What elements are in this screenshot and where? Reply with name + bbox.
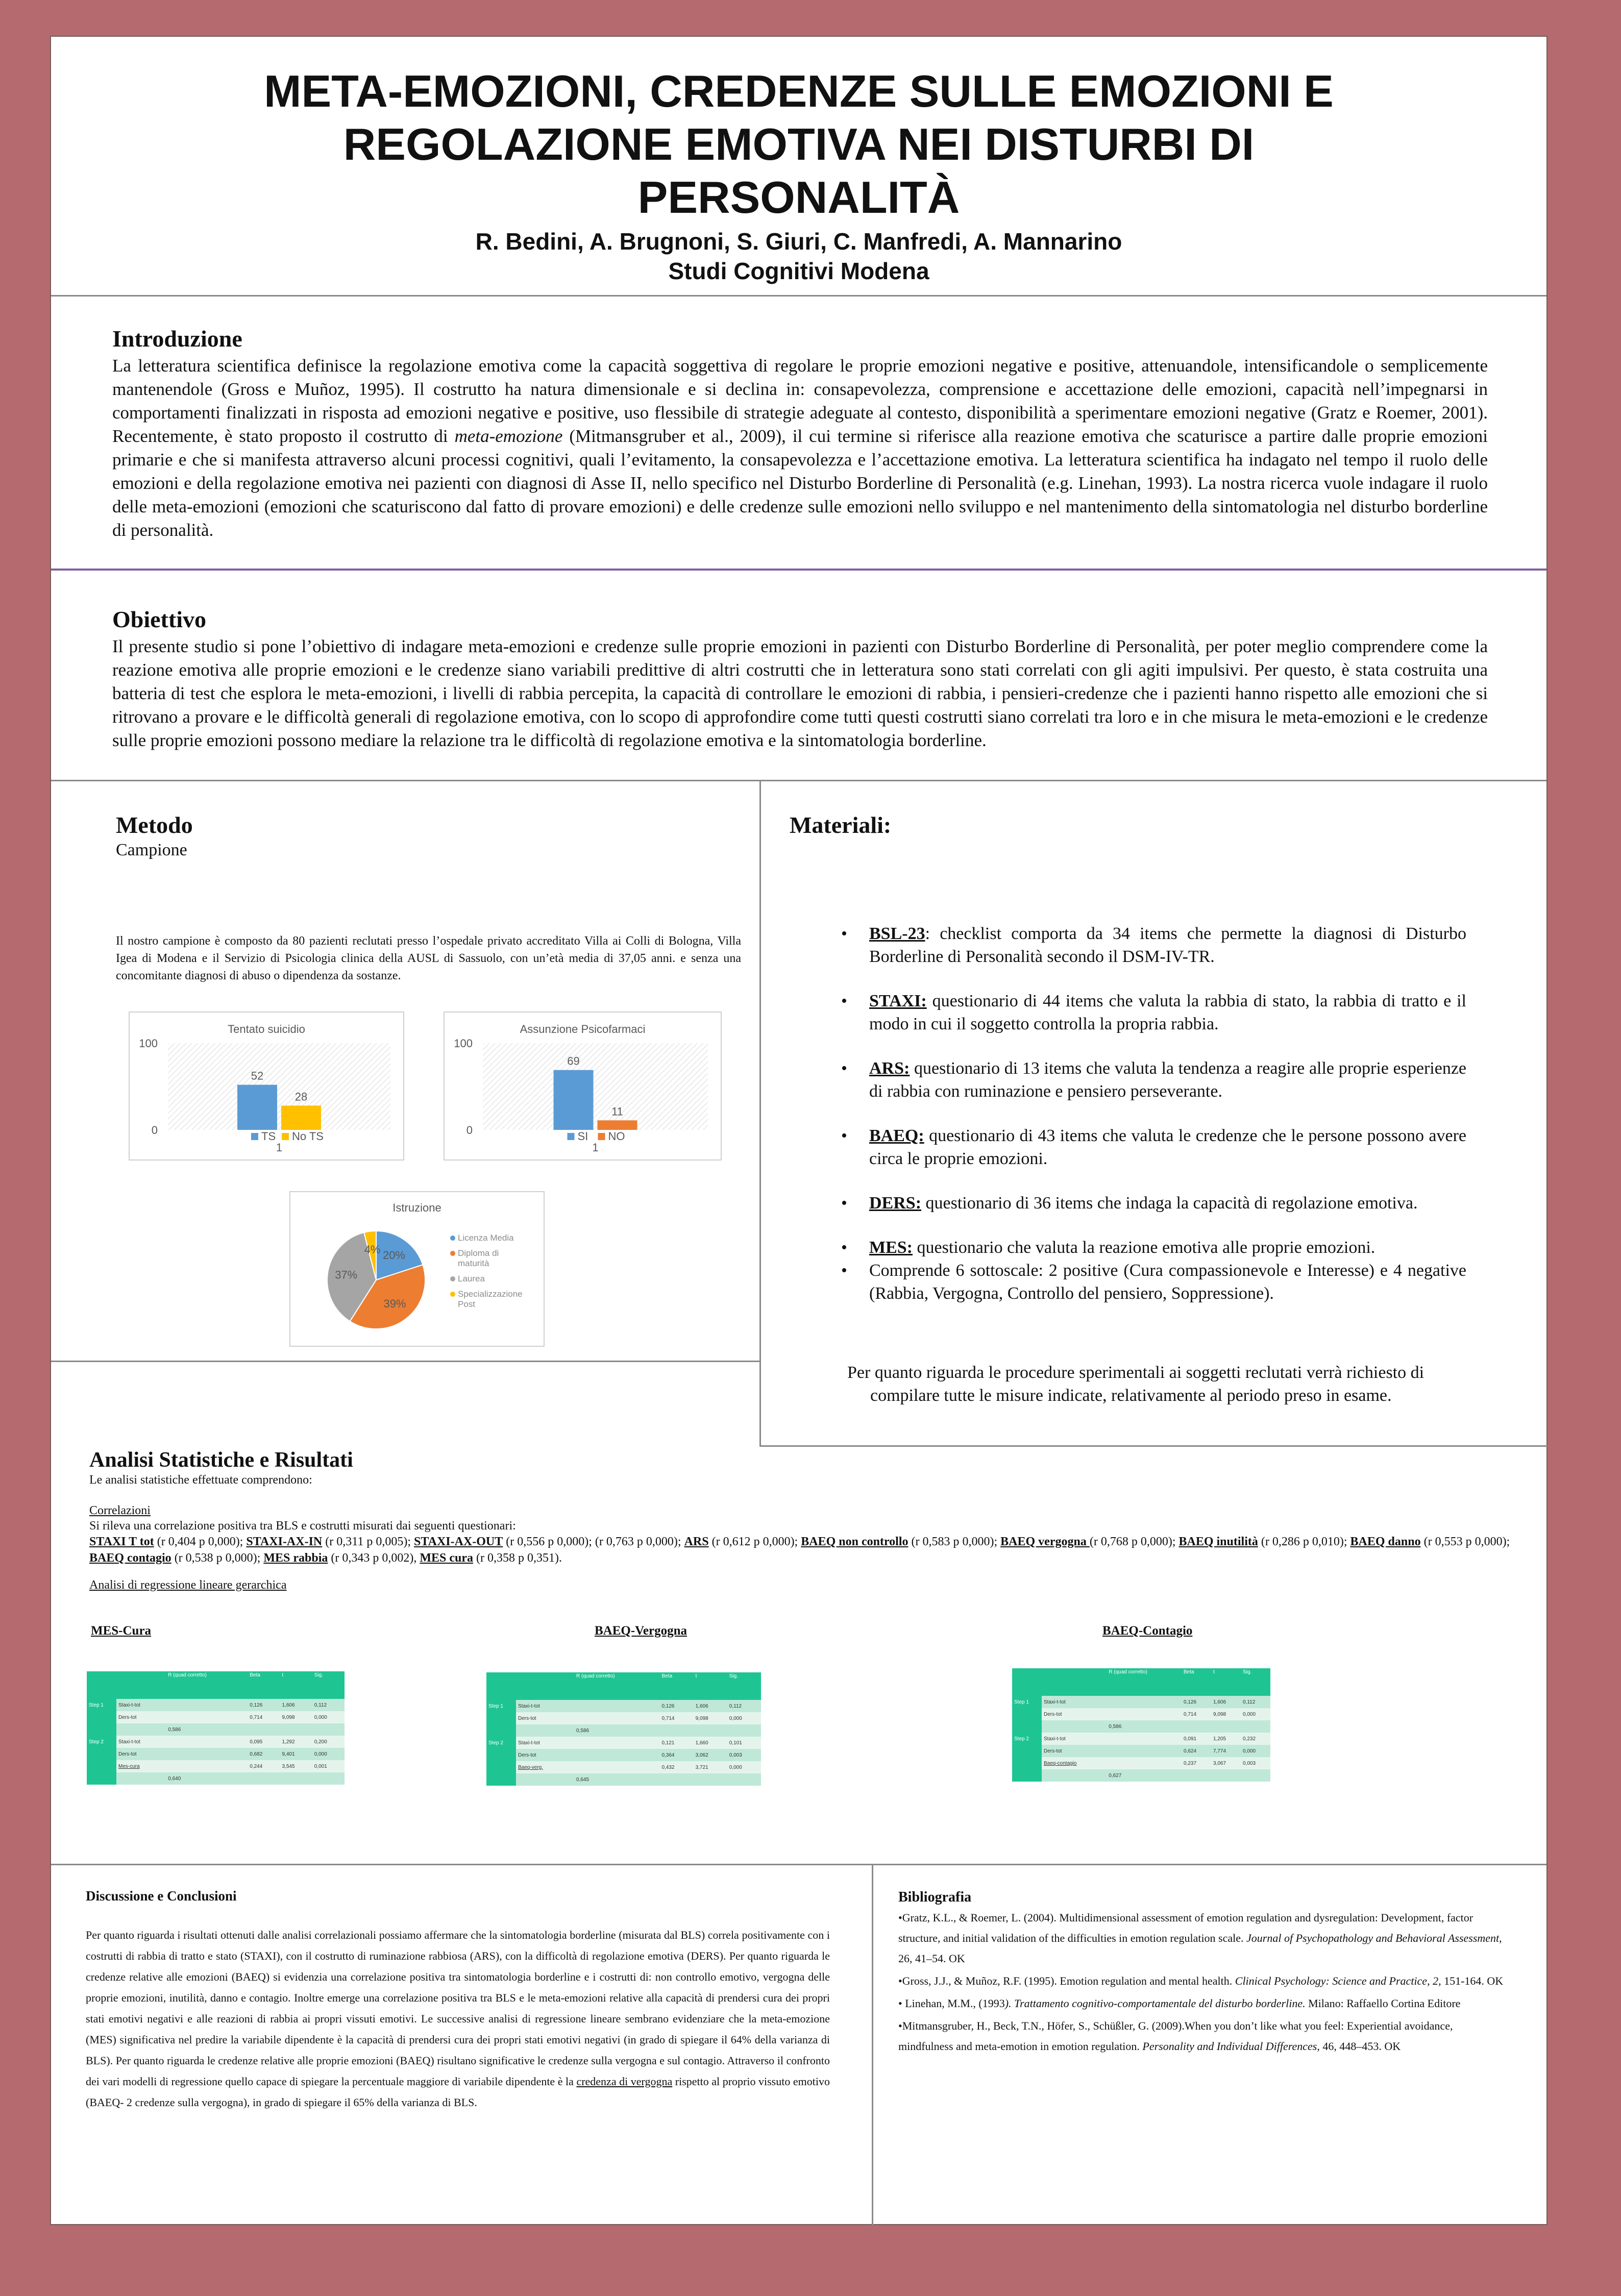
legend-label: NO	[608, 1130, 625, 1143]
bar-ts	[237, 1085, 277, 1130]
table-cell: 1,606	[1211, 1696, 1241, 1708]
table-row	[87, 1699, 345, 1711]
table-cell: 9,401	[280, 1748, 312, 1760]
affiliation: Studi Cognitivi Modena	[668, 258, 929, 284]
table-cell	[87, 1760, 116, 1772]
table-row	[87, 1760, 345, 1772]
correlation-measure: BAEQ inutilità	[1178, 1535, 1258, 1548]
correlation-value: (r 0,538 p 0,000);	[171, 1551, 264, 1565]
correlations-list	[89, 1534, 1518, 1566]
table-header-cell: Sig.	[312, 1671, 345, 1699]
table-row	[1012, 1696, 1270, 1708]
correlation-measure: MES cura	[420, 1551, 474, 1565]
table-cell: 0,586	[1107, 1720, 1182, 1733]
table-cell	[248, 1772, 280, 1785]
correlation-value: (r 0,286 p 0,010);	[1258, 1535, 1350, 1548]
table-header-cell: Sig.	[727, 1672, 761, 1700]
table-cell	[727, 1724, 761, 1737]
table-cell	[87, 1723, 116, 1736]
analysis-heading: Analisi Statistiche e Risultati	[89, 1448, 353, 1472]
materials-list-wrap	[841, 922, 1466, 1326]
table-cell: Baeq-verg.	[516, 1761, 574, 1773]
correlation-measure: STAXI-AX-IN	[246, 1535, 323, 1548]
bar-no-ts	[281, 1105, 321, 1130]
table-cell: 0,095	[248, 1736, 280, 1748]
authors: R. Bedini, A. Brugnoni, S. Giuri, C. Manfredi, A. Mannarino	[475, 228, 1122, 255]
table-cell: 1,606	[694, 1700, 727, 1712]
table-cell: 1,660	[694, 1737, 727, 1749]
material-item: • DERS: questionario di 36 items che indaga la capacità di regolazione emotiva.	[841, 1192, 1466, 1215]
table-cell: 0,003	[1241, 1757, 1270, 1769]
poster	[50, 36, 1548, 2225]
bibliography-heading: Bibliografia	[898, 1889, 972, 1905]
table-header-cell	[1012, 1668, 1042, 1696]
table-header-cell	[116, 1671, 166, 1699]
table-cell: Step 1	[87, 1699, 116, 1711]
correlation-value: (r 0,556 p 0,000); (r 0,763 p 0,000);	[503, 1535, 684, 1548]
table-cell: Staxi-t-tot	[516, 1737, 574, 1749]
table-row	[87, 1748, 345, 1760]
table-cell: 0,126	[659, 1700, 693, 1712]
table-cell	[312, 1772, 345, 1785]
divider	[51, 569, 1546, 571]
bar-chart-svg	[130, 1013, 403, 1159]
correlation-value: (r 0,358 p 0,351).	[473, 1551, 562, 1565]
legend-label: Specializzazione	[458, 1289, 523, 1299]
data-label: 52	[251, 1069, 264, 1082]
table-cell	[1241, 1720, 1270, 1733]
table-cell: Baeq-contagio	[1042, 1757, 1107, 1769]
table-header-cell	[1042, 1668, 1107, 1696]
y-tick-label: 100	[454, 1037, 473, 1050]
table-row	[87, 1772, 345, 1785]
table-cell: 0,244	[248, 1760, 280, 1772]
legend-label: Post	[458, 1299, 476, 1309]
chart-assunzione-psicofarmaci	[444, 1011, 722, 1161]
title-line-1: META-EMOZIONI, CREDENZE SULLE EMOZIONI E	[264, 66, 1334, 116]
table-cell	[116, 1723, 166, 1736]
divider-vertical	[872, 1864, 873, 2225]
table-header-cell: t	[1211, 1668, 1241, 1696]
table-cell: Staxi-t-tot	[1042, 1733, 1107, 1745]
table-header-cell: R (quad corretto)	[166, 1671, 248, 1699]
sample-description: Il nostro campione è composto da 80 pazienti reclutati presso l’ospedale privato accreditato Villa ai Colli di Bologna, Villa Igea di Modena e il Servizio di Psicologia clinica della AUSL di Sassuolo, con un’età media di 37,05 anni. e senza una concomitante diagnosi di abuso o dipendenza da sostanze.	[116, 934, 741, 982]
table-cell: 0,000	[312, 1748, 345, 1760]
table-row	[486, 1737, 761, 1749]
legend-label: Laurea	[458, 1274, 485, 1283]
correlation-measure: STAXI T tot	[89, 1535, 154, 1548]
table-cell: 0,714	[659, 1712, 693, 1724]
table-header-cell: Sig.	[1241, 1668, 1270, 1696]
slice-label: 37%	[335, 1268, 358, 1281]
table-header-cell: t	[280, 1671, 312, 1699]
table-cell: Ders-tot	[1042, 1708, 1107, 1720]
table-cell: Ders-tot	[116, 1748, 166, 1760]
materials-section	[790, 811, 1402, 841]
table-cell	[248, 1723, 280, 1736]
table-cell	[1211, 1720, 1241, 1733]
table-cell: 0,624	[1182, 1745, 1211, 1757]
material-item: • ARS: questionario di 13 items che valuta la tendenza a reagire alle proprie esperienze di rabbia con ruminazione e pensiero perseverante.	[841, 1057, 1466, 1103]
table-title-baeq-vergogna: BAEQ-Vergogna	[595, 1624, 687, 1638]
table-header-cell: t	[694, 1672, 727, 1700]
table-cell	[1107, 1708, 1182, 1720]
bar-chart-svg	[445, 1013, 721, 1159]
divider	[51, 780, 1546, 781]
legend-swatch	[450, 1292, 455, 1297]
plot-area	[483, 1043, 708, 1130]
correlation-measure: BAEQ non controllo	[801, 1535, 908, 1548]
data-label: 11	[611, 1105, 623, 1118]
table-row	[87, 1711, 345, 1723]
table-cell: Step 2	[87, 1736, 116, 1748]
table-row	[1012, 1745, 1270, 1757]
table-cell: 0,003	[727, 1749, 761, 1761]
chart-tentato-suicidio	[129, 1011, 404, 1161]
table-cell: 0,714	[248, 1711, 280, 1723]
reference: •Mitmansgruber, H., Beck, T.N., Höfer, S., Schüßler, G. (2009).When you don’t like what you feel: Experiential avoidance, mindfulness and meta-emotion in emotion regulation. Personality and Individual Differences, 46, 448–453. OK	[898, 2019, 1453, 2053]
regression-table	[1012, 1668, 1270, 1782]
table-cell: 0,586	[166, 1723, 248, 1736]
table-title-mes-cura: MES-Cura	[91, 1624, 152, 1638]
method-heading: Metodo	[116, 812, 193, 838]
table-cell	[574, 1749, 659, 1761]
table-cell: 1,205	[1211, 1733, 1241, 1745]
table-cell	[166, 1736, 248, 1748]
table-cell	[1182, 1720, 1211, 1733]
table-header-cell	[87, 1671, 116, 1699]
analysis-intro: Le analisi statistiche effettuate comprendono:	[89, 1473, 312, 1487]
table-cell: 0,000	[1241, 1745, 1270, 1757]
table-cell	[1012, 1769, 1042, 1782]
table-cell: Ders-tot	[516, 1749, 574, 1761]
table-cell: 0,112	[1241, 1696, 1270, 1708]
table-cell: Step 2	[486, 1737, 516, 1749]
table-row	[486, 1761, 761, 1773]
correlation-measure: MES rabbia	[263, 1551, 328, 1565]
correlation-measure: BAEQ vergogna	[1000, 1535, 1090, 1548]
regression-table	[486, 1672, 761, 1786]
regression-table-mes-cura	[87, 1671, 345, 1785]
table-cell: 1,606	[280, 1699, 312, 1711]
legend-swatch	[450, 1251, 455, 1256]
method-section	[116, 811, 728, 860]
table-cell	[574, 1737, 659, 1749]
table-cell: Mes-cura	[116, 1760, 166, 1772]
table-cell: 9,098	[1211, 1708, 1241, 1720]
table-cell: 1,292	[280, 1736, 312, 1748]
table-cell: 0,101	[727, 1737, 761, 1749]
table-cell: Step 1	[486, 1700, 516, 1712]
table-cell	[1107, 1757, 1182, 1769]
slice-label: 4%	[364, 1243, 381, 1256]
intro-heading: Introduzione	[112, 326, 242, 352]
table-cell	[312, 1723, 345, 1736]
divider	[51, 295, 1546, 297]
correlation-value: (r 0,583 p 0,000);	[908, 1535, 1001, 1548]
table-cell	[486, 1761, 516, 1773]
table-cell	[87, 1772, 116, 1785]
table-cell: Staxi-t-tot	[516, 1700, 574, 1712]
table-cell	[1012, 1720, 1042, 1733]
x-tick-label: 1	[276, 1141, 283, 1154]
table-cell: Ders-tot	[1042, 1745, 1107, 1757]
table-cell	[87, 1748, 116, 1760]
correlation-measure: ARS	[684, 1535, 709, 1548]
pie-chart-svg	[290, 1192, 544, 1346]
correlation-value: (r 0,404 p 0,000);	[154, 1535, 247, 1548]
table-row	[1012, 1757, 1270, 1769]
table-cell	[727, 1773, 761, 1786]
table-row	[87, 1723, 345, 1736]
table-cell: 0,000	[1241, 1708, 1270, 1720]
bibliography-section	[898, 1889, 1506, 2059]
table-cell: Staxi-t-tot	[1042, 1696, 1107, 1708]
correlation-value: (r 0,311 p 0,005);	[322, 1535, 414, 1548]
table-header-cell	[516, 1672, 574, 1700]
intro-section	[112, 325, 1488, 542]
y-tick-label: 0	[466, 1124, 473, 1137]
table-cell: Staxi-t-tot	[116, 1699, 166, 1711]
table-cell	[486, 1712, 516, 1724]
table-cell	[280, 1723, 312, 1736]
table-header-cell	[486, 1672, 516, 1700]
table-cell	[486, 1724, 516, 1737]
table-row	[1012, 1769, 1270, 1782]
table-row	[486, 1712, 761, 1724]
table-row	[486, 1700, 761, 1712]
table-cell: 0,640	[166, 1772, 248, 1785]
regression-table-baeq-contagio	[1012, 1668, 1270, 1782]
table-cell	[659, 1724, 693, 1737]
legend-label: Diploma di	[458, 1248, 499, 1258]
data-label: 28	[294, 1090, 308, 1103]
table-cell: Step 2	[1012, 1733, 1042, 1745]
discussion-section	[86, 1888, 830, 2113]
material-item: • BAEQ: questionario di 43 items che valuta le credenze che le persone possono avere circa le proprie emozioni.	[841, 1124, 1466, 1170]
table-cell	[486, 1749, 516, 1761]
table-cell	[1042, 1720, 1107, 1733]
reference: •Gross, J.J., & Muñoz, R.F. (1995). Emotion regulation and mental health. Clinical Psychology: Science and Practice, 2, 151-164. OK	[898, 1974, 1504, 1987]
legend-swatch	[450, 1276, 455, 1281]
table-cell: 0,364	[659, 1749, 693, 1761]
legend-label: SI	[577, 1130, 588, 1143]
table-header-cell: Beta	[248, 1671, 280, 1699]
table-cell: 0,200	[312, 1736, 345, 1748]
table-cell: 0,000	[727, 1712, 761, 1724]
table-cell: Ders-tot	[516, 1712, 574, 1724]
legend-label: Licenza Media	[458, 1233, 514, 1243]
table-cell: 0,000	[312, 1711, 345, 1723]
correlations-intro: Si rileva una correlazione positiva tra BLS e costrutti misurati dai seguenti questionari:	[89, 1519, 516, 1533]
table-cell: Ders-tot	[116, 1711, 166, 1723]
materials-heading: Materiali:	[790, 812, 892, 838]
table-cell: 0,682	[248, 1748, 280, 1760]
material-item: • STAXI: questionario di 44 items che valuta la rabbia di stato, la rabbia di tratto e il modo in cui il soggetto controlla la propria rabbia.	[841, 990, 1466, 1035]
table-cell: 9,098	[280, 1711, 312, 1723]
legend-swatch	[282, 1133, 289, 1140]
material-item: • Comprende 6 sottoscale: 2 positive (Cura compassionevole e Interesse) e 4 negative (Rabbia, Vergogna, Controllo del pensiero, Soppressione).	[841, 1259, 1466, 1305]
plot-area	[168, 1043, 390, 1130]
x-tick-label: 1	[592, 1141, 599, 1154]
title-line-3: PERSONALITÀ	[637, 172, 960, 223]
table-row	[486, 1749, 761, 1761]
discussion-heading: Discussione e Conclusioni	[86, 1888, 237, 1904]
correlation-measure: BAEQ danno	[1350, 1535, 1421, 1548]
divider-vertical	[759, 780, 761, 1446]
legend-swatch	[450, 1236, 455, 1241]
table-cell	[280, 1772, 312, 1785]
table-row	[1012, 1708, 1270, 1720]
slice-label: 39%	[383, 1297, 406, 1311]
legend-label: TS	[261, 1130, 276, 1143]
intro-text: La letteratura scientifica definisce la regolazione emotiva come la capacità soggettiva di regolare le proprie emozioni negative e positive, attenuandole, intensificandole o semplicemente mantenendole (Gross e Muñoz, 1995). Il costrutto ha natura dimensionale e si declina in: consapevolezza, comprensione e accettazione delle emozioni, capacità nell’impegnarsi in comportamenti finalizzati in risposta ad emozioni negative e positive, uso flessibile di strategie adeguate al contesto, disponibilità a sperimentare emozioni negative (Gratz e Roemer, 2001). Recentemente, è stato proposto il costrutto di meta-emozione (Mitmansgruber et al., 2009), il cui termine si riferisce alla reazione emotiva che scaturisce a partire dalle proprie emozioni primarie e che si manifesta attraverso alcuni processi cognitivi, quali l’evitamento, la consapevolezza e l’accettazione emotiva. La letteratura scientifica ha indagato nel tempo il ruolo delle emozioni e della regolazione emotiva nei pazienti con diagnosi di Asse II, nello specifico nel Disturbo Borderline di Personalità (e.g. Linehan, 1993). La nostra ricerca vuole indagare il ruolo delle meta-emozioni (emozioni che scaturiscono dal fatto di provare emozioni) e delle credenze sulle emozioni nello sviluppo e nel mantenimento della sintomatologia nel disturbo borderline di personalità.	[112, 356, 1488, 540]
table-cell	[516, 1773, 574, 1786]
legend-swatch	[251, 1133, 258, 1140]
table-cell	[574, 1712, 659, 1724]
correlation-measure: STAXI-AX-OUT	[414, 1535, 503, 1548]
table-cell	[1107, 1745, 1182, 1757]
table-cell	[1012, 1745, 1042, 1757]
table-cell: 0,121	[659, 1737, 693, 1749]
data-label: 69	[567, 1054, 580, 1068]
table-cell: 0,586	[574, 1724, 659, 1737]
poster-title	[51, 65, 1546, 224]
table-cell	[1012, 1757, 1042, 1769]
legend-label: No TS	[292, 1130, 324, 1143]
analysis-section	[89, 1448, 1518, 1593]
regression-table-baeq-vergogna	[486, 1672, 761, 1786]
table-cell: 0,627	[1107, 1769, 1182, 1782]
table-header-cell: Beta	[659, 1672, 693, 1700]
table-cell: 0,714	[1182, 1708, 1211, 1720]
table-cell	[1107, 1696, 1182, 1708]
table-cell: 0,645	[574, 1773, 659, 1786]
table-cell	[694, 1773, 727, 1786]
correlation-value: (r 0,612 p 0,000);	[708, 1535, 801, 1548]
bar-no	[598, 1120, 637, 1130]
table-cell: 0,001	[312, 1760, 345, 1772]
chart-title: Assunzione Psicofarmaci	[520, 1023, 646, 1035]
legend-swatch	[568, 1133, 575, 1140]
table-cell: 9,098	[694, 1712, 727, 1724]
table-cell	[659, 1773, 693, 1786]
material-item: • BSL-23: checklist comporta da 34 items che permette la diagnosi di Disturbo Borderline di Personalità secondo il DSM-IV-TR.	[841, 922, 1466, 968]
table-cell	[574, 1761, 659, 1773]
table-cell: 0,126	[248, 1699, 280, 1711]
table-cell	[694, 1724, 727, 1737]
bar-si	[554, 1070, 594, 1130]
table-cell: 0,432	[659, 1761, 693, 1773]
table-cell: 0,126	[1182, 1696, 1211, 1708]
table-cell: 3,062	[694, 1749, 727, 1761]
table-header-cell: R (quad corretto)	[1107, 1668, 1182, 1696]
authors-block	[51, 227, 1546, 286]
divider	[51, 1361, 760, 1362]
title-line-2: REGOLAZIONE EMOTIVA NEI DISTURBI DI	[343, 119, 1255, 169]
slice-label: 20%	[382, 1248, 406, 1262]
table-cell: 0,112	[312, 1699, 345, 1711]
reference: • Linehan, M.M., (1993). Trattamento cognitivo-comportamentale del disturbo borderline. Milano: Raffaello Cortina Editore	[898, 1997, 1461, 2010]
table-cell	[516, 1724, 574, 1737]
objective-section	[112, 606, 1488, 752]
table-cell	[166, 1699, 248, 1711]
table-cell	[1241, 1769, 1270, 1782]
regression-table	[87, 1671, 345, 1785]
correlations-heading: Correlazioni	[89, 1504, 151, 1517]
table-cell: Step 1	[1012, 1696, 1042, 1708]
legend-label: maturità	[458, 1258, 489, 1268]
table-header-cell: Beta	[1182, 1668, 1211, 1696]
table-cell	[166, 1748, 248, 1760]
table-cell: Staxi-t-tot	[116, 1736, 166, 1748]
correlation-value: (r 0,553 p 0,000);	[1420, 1535, 1510, 1548]
objective-text: Il presente studio si pone l’obiettivo di indagare meta-emozioni e credenze sulle proprie emozioni in pazienti con Disturbo Borderline di Personalità, per poter meglio comprendere come la reazione emotiva alle proprie emozioni e le credenze siano variabili predittive di altri costrutti che in letteratura sono stati correlati con gli agiti impulsivi. Per questo, è stata costruita una batteria di test che esplora le meta-emozioni, i livelli di rabbia percepita, la capacità di controllare le emozioni di rabbia, i pensieri-credenze che i pazienti hanno rispetto alle emozioni che si ritrovano a provare e le difficoltà generali di regolazione emotiva, con lo scopo di approfondire come tutti questi costrutti siano correlati tra loro e in che misura le meta-emozioni e le credenze sulle proprie emozioni possono mediare la relazione tra le difficoltà di regolazione emotiva e la sintomatologia borderline.	[112, 636, 1488, 750]
table-row	[1012, 1733, 1270, 1745]
table-cell	[166, 1760, 248, 1772]
correlation-value: (r 0,343 p 0,002),	[328, 1551, 420, 1565]
table-cell	[1211, 1769, 1241, 1782]
chart-istruzione	[289, 1191, 545, 1347]
chart-title: Tentato suicidio	[228, 1023, 305, 1035]
table-row	[486, 1773, 761, 1786]
table-cell: 7,774	[1211, 1745, 1241, 1757]
table-header-cell: R (quad corretto)	[574, 1672, 659, 1700]
correlation-value: (r 0,768 p 0,000);	[1089, 1535, 1179, 1548]
y-tick-label: 0	[151, 1124, 158, 1137]
table-row	[87, 1736, 345, 1748]
table-cell	[1107, 1733, 1182, 1745]
table-cell: 0,232	[1241, 1733, 1270, 1745]
table-cell	[574, 1700, 659, 1712]
correlation-measure: BAEQ contagio	[89, 1551, 171, 1565]
materials-closing: Per quanto riguarda le procedure sperimentali ai soggetti reclutati verrà richiesto di compilare tutte le misure indicate, relativamente al periodo preso in esame.	[847, 1363, 1424, 1405]
table-cell: 0,112	[727, 1700, 761, 1712]
reference: •Gratz, K.L., & Roemer, L. (2004). Multidimensional assessment of emotion regulation and dysregulation: Development, factor structure, and initial validation of the difficulties in emotion regulation scale. Journal of Psychopathology and Behavioral Assessment, 26, 41–54. OK	[898, 1911, 1502, 1965]
table-cell: 3,545	[280, 1760, 312, 1772]
table-cell: 0,091	[1182, 1733, 1211, 1745]
table-cell: 0,237	[1182, 1757, 1211, 1769]
method-subheading: Campione	[116, 841, 187, 859]
discussion-text: Per quanto riguarda i risultati ottenuti dalle analisi correlazionali possiamo affermare che la sintomatologia borderline (misurata dal BLS) correla positivamente con i costrutti di rabbia di tratto e stato (STAXI), con il costrutto di ruminazione rabbiosa (ARS), con la difficoltà di regolazione emotiva (DERS). Per quanto riguarda le credenze relative alle emozioni (BAEQ) si evidenzia una correlazione positiva tra sintomatologia borderline e i costrutti di: non controllo emotivo, vergogna delle proprie emozioni, inutilità, danno e contagio. Inoltre emerge una correlazione positiva tra BLS e le meta-emozioni relative alla capacità di prendersi cura dei propri stati emotivi negativi e alle reazioni di rabbia ai propri vissuti emotivi. Le successive analisi di regressione lineare sembrano evidenziare che la meta-emozione (MES) significativa nel predire la variabile dipendente è la capacità di prendersi cura dei propri stati emotivi negativi (in grado di spiegare il 64% della varianza di BLS). Per quanto riguarda le credenze relative alle proprie emozioni (BAEQ) risultano significative le credenze sulla vergogna e sul contagio. Attraverso il confronto dei vari modelli di regressione quello capace di spiegare la percentuale maggiore di variabile dipendente è la credenza di vergogna rispetto al proprio vissuto emotivo (BAEQ- 2 credenze sulla vergogna), in grado di spiegare il 65% della varianza di BLS.	[86, 1929, 830, 2109]
table-cell	[87, 1711, 116, 1723]
table-cell: 0,000	[727, 1761, 761, 1773]
table-cell	[1182, 1769, 1211, 1782]
table-cell	[1042, 1769, 1107, 1782]
objective-heading: Obiettivo	[112, 606, 206, 632]
material-item: • MES: questionario che valuta la reazione emotiva alle proprie emozioni.	[841, 1236, 1466, 1259]
table-cell: 3,067	[1211, 1757, 1241, 1769]
table-cell	[166, 1711, 248, 1723]
table-cell: 3,721	[694, 1761, 727, 1773]
y-tick-label: 100	[139, 1037, 158, 1050]
chart-title: Istruzione	[392, 1201, 441, 1214]
divider	[51, 1864, 1546, 1865]
legend-swatch	[598, 1133, 605, 1140]
table-row	[486, 1724, 761, 1737]
table-row	[1012, 1720, 1270, 1733]
divider	[759, 1445, 1548, 1447]
table-cell	[486, 1773, 516, 1786]
table-cell	[1012, 1708, 1042, 1720]
materials-list	[841, 922, 1466, 1305]
table-title-baeq-contagio: BAEQ-Contagio	[1102, 1624, 1193, 1638]
table-cell	[116, 1772, 166, 1785]
regression-heading: Analisi di regressione lineare gerarchica	[89, 1578, 287, 1592]
